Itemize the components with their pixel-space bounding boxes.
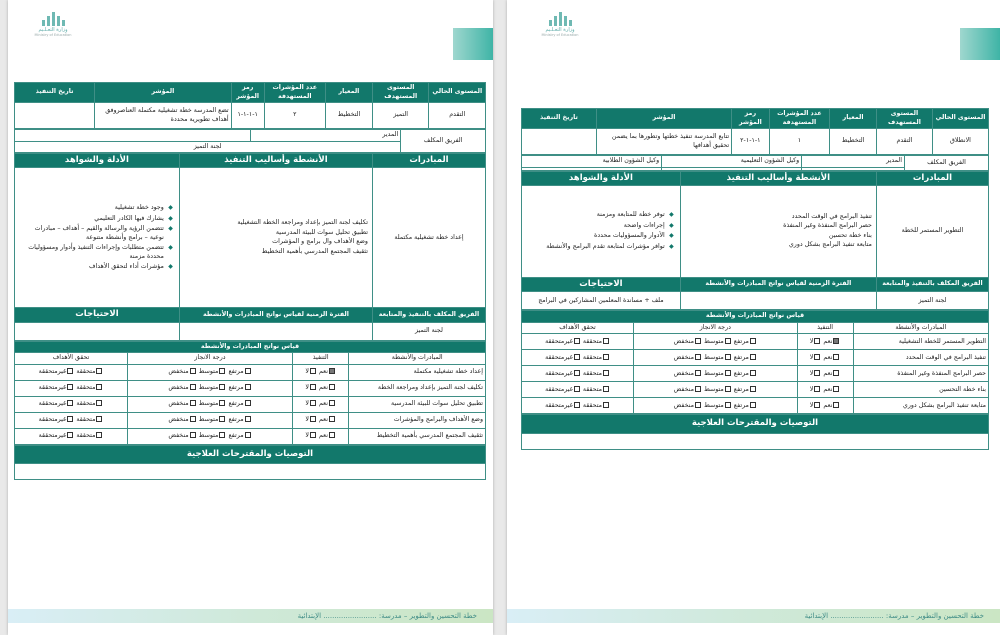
goals-options: متحققة غيرمتحققة — [15, 364, 128, 380]
exec-options: نعم لا — [797, 350, 853, 366]
indicators-count-value: ١ — [769, 129, 830, 155]
exec-date-value[interactable] — [522, 129, 597, 155]
degree-options: مرتفع متوسط منخفض — [128, 412, 293, 428]
initiative-value: التطوير المستمر للخطة — [876, 185, 988, 277]
evidence-header: الأدلة والشواهد — [522, 171, 681, 185]
level-target-label: المستوى المستهدف — [372, 83, 429, 103]
checkbox-low[interactable] — [695, 370, 701, 376]
checkbox-no[interactable] — [814, 386, 820, 392]
team-table — [521, 155, 989, 171]
indicators-count-value: ٢ — [264, 103, 325, 129]
measure-header: قياس نواتج المبادرات والأنشطة — [522, 311, 989, 323]
page-footer: خطة التحسين والتطوير – مدرسة: ........................ الإبتدائية — [507, 609, 1000, 623]
checkbox-mid[interactable] — [725, 338, 731, 344]
evidence-header: الأدلة والشواهد — [15, 154, 180, 168]
checkbox-achieved[interactable] — [96, 432, 102, 438]
checkbox-high[interactable] — [245, 368, 251, 374]
checkbox-low[interactable] — [695, 402, 701, 408]
team-label: الفريق المكلف — [401, 130, 486, 153]
recommendations-header: التوصيات والمقترحات العلاجية — [522, 415, 989, 433]
checkbox-low[interactable] — [190, 416, 196, 422]
checkbox-high[interactable] — [245, 416, 251, 422]
exec-options: نعم لا — [292, 412, 349, 428]
measure-row — [522, 398, 989, 414]
checkbox-yes[interactable] — [833, 402, 839, 408]
checkbox-high[interactable] — [750, 370, 756, 376]
checkbox-high[interactable] — [245, 400, 251, 406]
initiatives-table — [521, 171, 989, 311]
checkbox-low[interactable] — [695, 354, 701, 360]
goals-options: متحققة غيرمتحققة — [522, 382, 634, 398]
measure-row — [15, 412, 486, 428]
checkbox-yes[interactable] — [833, 338, 839, 344]
checkbox-yes[interactable] — [329, 432, 335, 438]
checkbox-no[interactable] — [814, 402, 820, 408]
team-deputy-edu: وكيل الشؤون التعليمية — [662, 156, 802, 168]
timeframe-value[interactable] — [680, 292, 876, 310]
col-goals: تحقق الأهداف — [522, 322, 634, 334]
activity-item: تنفيذ البرامج في الوقت المحدد — [791, 212, 872, 220]
activities-list — [680, 185, 876, 277]
activity-item: وضع الأهداف وال برامج و المؤشرات — [272, 238, 368, 246]
corner-decoration — [960, 28, 1000, 60]
measure-row-name: تطبيق تحليل سوات للبيئة المدرسية — [349, 396, 486, 412]
page-footer: خطة التحسين والتطوير – مدرسة: ........................ الإبتدائية — [8, 609, 493, 623]
evidence-item: ◆ يشارك فيها الكادر التعليمي — [21, 215, 173, 224]
checkbox-high[interactable] — [750, 386, 756, 392]
checkbox-mid[interactable] — [219, 432, 225, 438]
left-page — [8, 0, 493, 635]
plan-form-left — [14, 82, 486, 480]
checkbox-no[interactable] — [814, 338, 820, 344]
checkbox-not-achieved[interactable] — [67, 400, 73, 406]
evidence-item: ◆ تتضمن الرؤية والرسالة والقيم – أهداف – مبادرات نوعية – برامج وأنشطة متنوعة — [21, 225, 173, 242]
team-follow-value: لجنة التميز — [372, 322, 485, 340]
checkbox-yes[interactable] — [833, 386, 839, 392]
checkbox-achieved[interactable] — [96, 368, 102, 374]
standard-label: المعيار — [325, 83, 372, 103]
exec-date-label: تاريخ التنفيذ — [15, 83, 95, 103]
degree-options: مرتفع متوسط منخفض — [128, 428, 293, 444]
col-init: المبادرات والأنشطة — [349, 353, 486, 365]
checkbox-low[interactable] — [190, 432, 196, 438]
indicator-label: المؤشر — [95, 83, 232, 103]
measure-row-name: إعداد خطة تشغيلية مكتملة — [349, 364, 486, 380]
checkbox-not-achieved[interactable] — [574, 338, 580, 344]
col-degree: درجة الانجاز — [634, 322, 797, 334]
measure-row — [15, 380, 486, 396]
goals-options: متحققة غيرمتحققة — [522, 398, 634, 414]
checkbox-no[interactable] — [814, 354, 820, 360]
checkbox-not-achieved[interactable] — [574, 370, 580, 376]
checkbox-high[interactable] — [245, 432, 251, 438]
checkbox-low[interactable] — [190, 384, 196, 390]
exec-date-label: تاريخ التنفيذ — [522, 109, 597, 129]
checkbox-high[interactable] — [750, 354, 756, 360]
checkbox-no[interactable] — [310, 400, 316, 406]
evidence-item: ◆ توفر خطة للمتابعة ومزمنة — [528, 211, 674, 220]
plan-form-right — [521, 108, 989, 450]
indicators-count-label: عدد المؤشرات المستهدفة — [769, 109, 830, 129]
measure-row — [15, 428, 486, 444]
checkbox-achieved[interactable] — [603, 354, 609, 360]
timeframe-value[interactable] — [179, 322, 372, 340]
checkbox-yes[interactable] — [329, 400, 335, 406]
checkbox-not-achieved[interactable] — [574, 386, 580, 392]
measure-row — [522, 350, 989, 366]
measure-header: قياس نواتج المبادرات والأنشطة — [15, 341, 486, 353]
checkbox-mid[interactable] — [219, 416, 225, 422]
checkbox-yes[interactable] — [833, 370, 839, 376]
checkbox-not-achieved[interactable] — [67, 416, 73, 422]
header-table — [521, 108, 989, 155]
exec-options: نعم لا — [292, 396, 349, 412]
checkbox-yes[interactable] — [329, 416, 335, 422]
team-deputy-students: وكيل الشؤون الطلابية — [522, 156, 662, 168]
activity-item: حصر البرامج المنفذة وغير المنفذة — [783, 222, 872, 230]
level-current-value: الانطلاق — [932, 129, 988, 155]
recommendations-table — [521, 414, 989, 449]
checkbox-achieved[interactable] — [96, 416, 102, 422]
level-target-value: التقدم — [876, 129, 932, 155]
activity-item: تطبيق تحليل سوات للبيئة المدرسية — [275, 228, 368, 236]
team-manager: المدير — [250, 130, 401, 142]
evidence-item: ◆ وجود خطة تشغيلية — [21, 204, 173, 213]
checkbox-no[interactable] — [814, 370, 820, 376]
timeframe-header: الفترة الزمنية لقياس نواتج المبادرات والأنشطة — [179, 308, 372, 322]
checkbox-low[interactable] — [695, 386, 701, 392]
measure-row-name: التطوير المستمر للخطة التشغيلية — [853, 334, 988, 350]
indicators-count-label: عدد المؤشرات المستهدفة — [264, 83, 325, 103]
recommendations-value[interactable] — [522, 433, 989, 449]
checkbox-high[interactable] — [750, 338, 756, 344]
measure-table — [521, 310, 989, 414]
exec-options: نعم لا — [797, 382, 853, 398]
level-current-label: المستوى الحالي — [932, 109, 988, 129]
checkbox-achieved[interactable] — [96, 384, 102, 390]
checkbox-not-achieved[interactable] — [67, 384, 73, 390]
checkbox-mid[interactable] — [219, 384, 225, 390]
needs-header: الاحتياجات — [15, 308, 180, 322]
checkbox-low[interactable] — [695, 338, 701, 344]
degree-options: مرتفع متوسط منخفض — [128, 396, 293, 412]
exec-options: نعم لا — [292, 428, 349, 444]
measure-row — [15, 396, 486, 412]
measure-table — [14, 341, 486, 445]
level-current-label: المستوى الحالي — [429, 83, 486, 103]
goals-options: متحققة غيرمتحققة — [522, 334, 634, 350]
checkbox-achieved[interactable] — [603, 386, 609, 392]
ministry-logo: وزارة التعـلـيم Ministry of Education — [30, 12, 76, 52]
level-target-value: التميز — [372, 103, 429, 129]
recommendations-table — [14, 445, 486, 480]
checkbox-yes[interactable] — [833, 354, 839, 360]
measure-row-name: وضع الأهداف والبرامج والمؤشرات — [349, 412, 486, 428]
degree-options: مرتفع متوسط منخفض — [634, 334, 797, 350]
checkbox-mid[interactable] — [219, 400, 225, 406]
goals-options: متحققة غيرمتحققة — [522, 366, 634, 382]
checkbox-not-achieved[interactable] — [574, 402, 580, 408]
initiatives-header: المبادرات — [876, 171, 988, 185]
recommendations-header: التوصيات والمقترحات العلاجية — [15, 445, 486, 463]
goals-options: متحققة غيرمتحققة — [15, 380, 128, 396]
evidence-item: ◆ الأدوار والمسؤوليات محددة — [528, 232, 674, 241]
initiative-value: إعداد خطة تشغيلية مكتملة — [372, 168, 485, 308]
exec-options: نعم لا — [292, 364, 349, 380]
col-init: المبادرات والأنشطة — [853, 322, 988, 334]
checkbox-yes[interactable] — [329, 384, 335, 390]
activity-item: تكليف لجنة التميز بإعداد ومراجعة الخطة التشغيلية — [237, 219, 368, 227]
team-follow-value: لجنة التميز — [876, 292, 988, 310]
evidence-item: ◆ تتضمن متطلبات وإجراءات التنفيذ وأدوار ومسؤوليات محددة مزمنة — [21, 244, 173, 261]
degree-options: مرتفع متوسط منخفض — [634, 382, 797, 398]
checkbox-not-achieved[interactable] — [67, 368, 73, 374]
team-manager: المدير — [802, 156, 905, 168]
checkbox-achieved[interactable] — [96, 400, 102, 406]
activities-header: الأنشطة وأساليب التنفيذ — [179, 154, 372, 168]
indicator-value: تضع المدرسة خطة تشغيلية مكتملة العناصروفق أهداف تطويرية محددة — [95, 103, 232, 129]
indicator-label: المؤشر — [596, 109, 731, 129]
checkbox-no[interactable] — [310, 416, 316, 422]
needs-header: الاحتياجات — [522, 277, 681, 291]
checkbox-mid[interactable] — [219, 368, 225, 374]
code-value: ١-١-١-٢ — [732, 129, 769, 155]
activity-item: بناء خطة تحسين — [828, 231, 872, 239]
evidence-list — [522, 185, 681, 277]
team-table — [14, 129, 486, 153]
checkbox-yes[interactable] — [329, 368, 335, 374]
team-follow-header: الفريق المكلف بالتنفيذ والمتابعة — [372, 308, 485, 322]
exec-options: نعم لا — [292, 380, 349, 396]
checkbox-achieved[interactable] — [603, 370, 609, 376]
checkbox-no[interactable] — [310, 384, 316, 390]
checkbox-high[interactable] — [750, 402, 756, 408]
team-committee: لجنة التميز — [15, 141, 401, 153]
evidence-item: ◆ توافر مؤشرات لمتابعة تقدم البرامج والأنشطة — [528, 243, 674, 252]
activity-item: متابعة تنفيذ البرامج بشكل دوري — [788, 241, 872, 249]
measure-row-name: تثقيف المجتمع المدرسي بأهمية التخطيط — [349, 428, 486, 444]
checkbox-achieved[interactable] — [603, 338, 609, 344]
checkbox-not-achieved[interactable] — [67, 432, 73, 438]
evidence-item: ◆ مؤشرات أداء لتحقق الأهداف — [21, 263, 173, 272]
evidence-list — [15, 168, 180, 308]
measure-row-name: بناء خطة التحسين — [853, 382, 988, 398]
level-target-label: المستوى المستهدف — [876, 109, 932, 129]
level-current-value: التقدم — [429, 103, 486, 129]
evidence-item: ◆ إجراءات واضحة — [528, 222, 674, 231]
corner-decoration — [453, 28, 493, 60]
degree-options: مرتفع متوسط منخفض — [634, 350, 797, 366]
checkbox-high[interactable] — [245, 384, 251, 390]
goals-options: متحققة غيرمتحققة — [15, 396, 128, 412]
degree-options: مرتفع متوسط منخفض — [128, 380, 293, 396]
needs-value[interactable] — [15, 322, 180, 340]
needs-value: ملف + مساندة المعلمين المشاركين في البرامج — [522, 292, 681, 310]
indicator-value: تتابع المدرسة تنفيذ خطتها وتطورها بما يضمن تحقيق أهدافها — [596, 129, 731, 155]
checkbox-low[interactable] — [190, 400, 196, 406]
checkbox-low[interactable] — [190, 368, 196, 374]
checkbox-mid[interactable] — [725, 402, 731, 408]
activities-header: الأنشطة وأساليب التنفيذ — [680, 171, 876, 185]
col-exec: التنفيذ — [292, 353, 349, 365]
measure-row — [15, 364, 486, 380]
initiatives-header: المبادرات — [372, 154, 485, 168]
standard-label: المعيار — [830, 109, 877, 129]
timeframe-header: الفترة الزمنية لقياس نواتج المبادرات والأنشطة — [680, 277, 876, 291]
col-goals: تحقق الأهداف — [15, 353, 128, 365]
header-table — [14, 82, 486, 129]
checkbox-mid[interactable] — [725, 386, 731, 392]
measure-row-name: تكليف لجنة التميز بإعداد ومراجعة الخطة — [349, 380, 486, 396]
degree-options: مرتفع متوسط منخفض — [634, 398, 797, 414]
team-empty[interactable] — [15, 130, 251, 142]
code-label: رمز المؤشر — [231, 83, 264, 103]
code-value: ١-١-١-١ — [231, 103, 264, 129]
standard-value: التخطيط — [325, 103, 372, 129]
exec-date-value[interactable] — [15, 103, 95, 129]
checkbox-mid[interactable] — [725, 354, 731, 360]
measure-row-name: متابعة تنفيذ البرامج بشكل دوري — [853, 398, 988, 414]
measure-row — [522, 366, 989, 382]
exec-options: نعم لا — [797, 334, 853, 350]
goals-options: متحققة غيرمتحققة — [15, 412, 128, 428]
measure-rows — [522, 334, 989, 414]
measure-row — [522, 382, 989, 398]
col-degree: درجة الانجاز — [128, 353, 293, 365]
code-label: رمز المؤشر — [732, 109, 769, 129]
team-follow-header: الفريق المكلف بالتنفيذ والمتابعة — [876, 277, 988, 291]
measure-row-name: حصر البرامج المنفذة وغير المنفذة — [853, 366, 988, 382]
right-page — [507, 0, 1000, 635]
measure-row-name: تنفيذ البرامج في الوقت المحدد — [853, 350, 988, 366]
goals-options: متحققة غيرمتحققة — [15, 428, 128, 444]
recommendations-value[interactable] — [15, 464, 486, 480]
standard-value: التخطيط — [830, 129, 877, 155]
ministry-logo: وزارة التعـلـيم Ministry of Education — [537, 12, 583, 52]
checkbox-no[interactable] — [310, 368, 316, 374]
exec-options: نعم لا — [797, 366, 853, 382]
initiatives-table — [14, 153, 486, 341]
exec-options: نعم لا — [797, 398, 853, 414]
team-label: الفريق المكلف — [904, 156, 988, 171]
measure-row — [522, 334, 989, 350]
measure-rows — [15, 364, 486, 444]
checkbox-not-achieved[interactable] — [574, 354, 580, 360]
degree-options: مرتفع متوسط منخفض — [634, 366, 797, 382]
col-exec: التنفيذ — [797, 322, 853, 334]
checkbox-achieved[interactable] — [603, 402, 609, 408]
degree-options: مرتفع متوسط منخفض — [128, 364, 293, 380]
checkbox-mid[interactable] — [725, 370, 731, 376]
activity-item: تثقيف المجتمع المدرسي بأهمية التخطيط — [261, 247, 368, 255]
goals-options: متحققة غيرمتحققة — [522, 350, 634, 366]
checkbox-no[interactable] — [310, 432, 316, 438]
activities-list — [179, 168, 372, 308]
